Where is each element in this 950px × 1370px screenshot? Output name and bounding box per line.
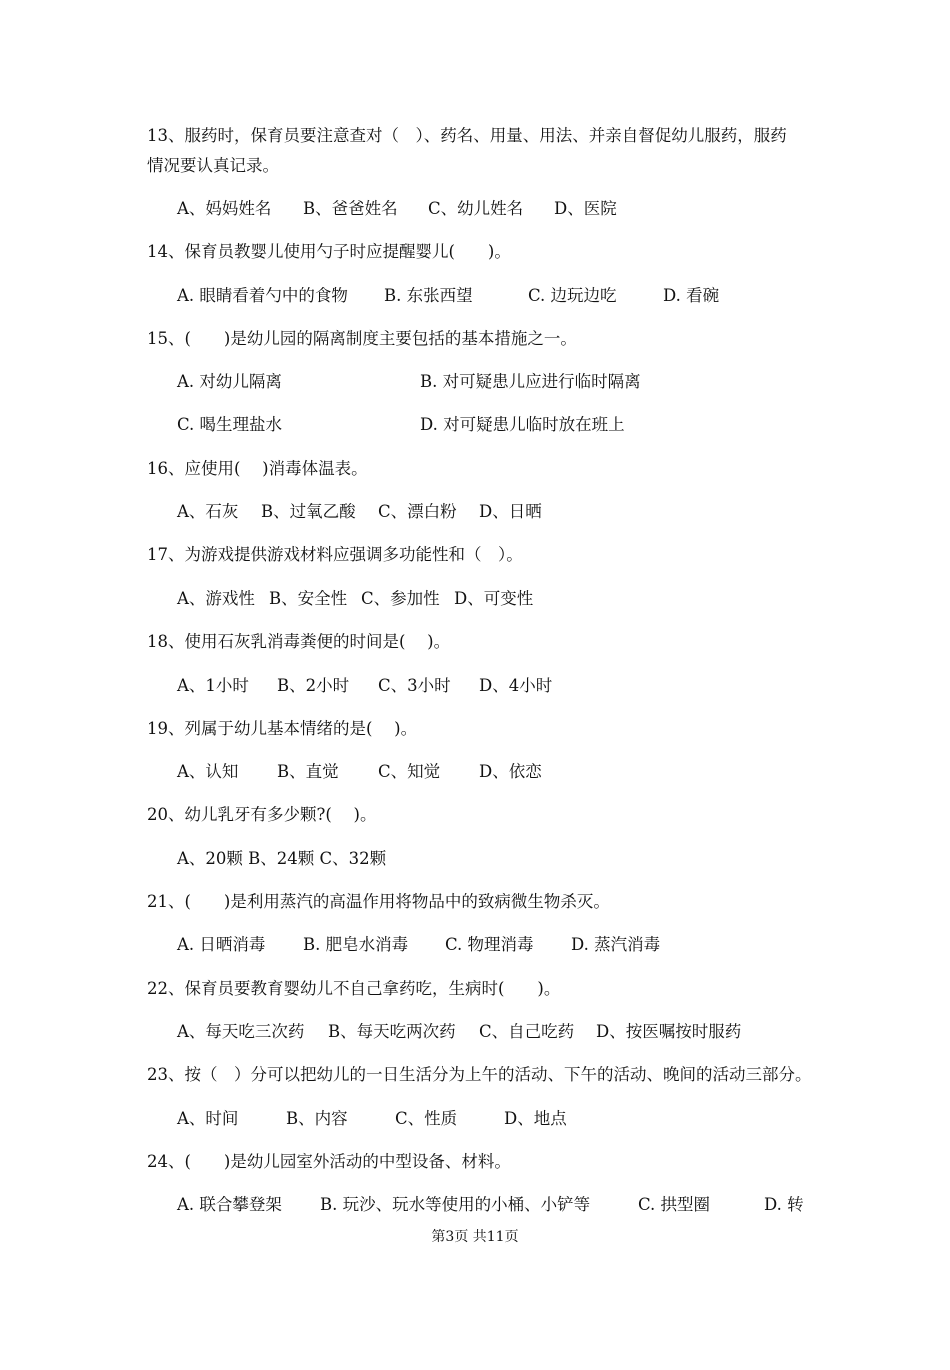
option-c: C. 喝生理盐水 — [177, 415, 283, 434]
option-b: B. 肥皂水消毒 — [303, 935, 409, 954]
option-b: B、每天吃两次药 — [328, 1022, 456, 1041]
option-a: A、石灰 — [177, 502, 239, 521]
option-c: C、性质 — [395, 1109, 458, 1128]
option-b: B、直觉 — [277, 762, 339, 781]
question-20: 20、幼儿乳牙有多少颗?( )。 — [147, 805, 377, 824]
question-14-options — [0, 281, 950, 311]
question-16: 16、应使用( )消毒体温表。 — [147, 459, 368, 478]
question-13-line-2: 情况要认真记录。 — [147, 156, 279, 175]
option-a: A. 日晒消毒 — [177, 935, 266, 954]
question-13-line-1: 13、服药时，保育员要注意查对（ ）、药名、用量、用法、并亲自督促幼儿服药，服药 — [147, 126, 787, 145]
question-21-options — [0, 930, 950, 960]
option-d: D. 蒸汽消毒 — [571, 935, 661, 954]
option-d: D. 看碗 — [663, 286, 720, 305]
question-20-options — [0, 844, 950, 874]
option-a: A. 联合攀登架 — [177, 1195, 282, 1214]
option-a: A、每天吃三次药 — [177, 1022, 305, 1041]
question-22: 22、保育员要教育婴幼儿不自己拿药吃，生病时( )。 — [147, 979, 561, 998]
option-d: D. 转 — [764, 1195, 804, 1214]
option-a: A、1小时 — [177, 676, 249, 695]
option-b: B. 玩沙、玩水等使用的小桶、小铲等 — [320, 1195, 591, 1214]
options-text: A、20颗 B、24颗 C、32颗 — [177, 849, 387, 868]
option-a: A. 眼睛看着勺中的食物 — [177, 286, 348, 305]
question-19: 19、列属于幼儿基本情绪的是( )。 — [147, 719, 418, 738]
question-17-options — [0, 584, 950, 614]
page-footer: 第3页 共11页 — [431, 1229, 519, 1245]
option-b: B、2小时 — [277, 676, 350, 695]
question-21: 21、( )是利用蒸汽的高温作用将物品中的致病微生物杀灭。 — [147, 892, 610, 911]
question-15-options-row-2 — [0, 410, 950, 440]
question-23: 23、按（ ）分可以把幼儿的一日生活分为上午的活动、下午的活动、晚间的活动三部分。 — [147, 1065, 812, 1084]
option-a: A、时间 — [177, 1109, 239, 1128]
question-22-options — [0, 1017, 950, 1047]
option-c: C、自己吃药 — [479, 1022, 575, 1041]
question-23-options — [0, 1104, 950, 1134]
option-d: D. 对可疑患儿临时放在班上 — [420, 415, 625, 434]
option-d: D、按医嘱按时服药 — [596, 1022, 742, 1041]
option-b: B、爸爸姓名 — [303, 199, 398, 218]
option-b: B、过氧乙酸 — [261, 502, 356, 521]
option-c: C. 拱型圈 — [638, 1195, 711, 1214]
question-16-options — [0, 497, 950, 527]
question-13-options — [0, 194, 950, 224]
question-19-options — [0, 757, 950, 787]
question-24: 24、( )是幼儿园室外活动的中型设备、材料。 — [147, 1152, 511, 1171]
option-c: C、漂白粉 — [378, 502, 457, 521]
option-c: C、参加性 — [361, 589, 440, 608]
option-a: A、游戏性 — [177, 589, 255, 608]
question-15: 15、( )是幼儿园的隔离制度主要包括的基本措施之一。 — [147, 329, 577, 348]
question-18-options — [0, 671, 950, 701]
question-15-options-row-1 — [0, 367, 950, 397]
option-c: C、3小时 — [378, 676, 451, 695]
option-a: A、认知 — [177, 762, 239, 781]
question-17: 17、为游戏提供游戏材料应强调多功能性和（ ）。 — [147, 545, 523, 564]
option-b: B、内容 — [286, 1109, 348, 1128]
option-b: B. 对可疑患儿应进行临时隔离 — [420, 372, 641, 391]
option-b: B、安全性 — [269, 589, 348, 608]
question-24-options — [0, 1190, 950, 1220]
option-a: A、妈妈姓名 — [177, 199, 272, 218]
option-a: A. 对幼儿隔离 — [177, 372, 282, 391]
option-d: D、可变性 — [454, 589, 534, 608]
option-d: D、4小时 — [479, 676, 553, 695]
question-14: 14、保育员教婴儿使用勺子时应提醒婴儿( )。 — [147, 242, 511, 261]
option-d: D、依恋 — [479, 762, 542, 781]
option-c: C、幼儿姓名 — [428, 199, 524, 218]
option-d: D、医院 — [554, 199, 617, 218]
option-c: C、知觉 — [378, 762, 441, 781]
option-d: D、地点 — [504, 1109, 567, 1128]
question-18: 18、使用石灰乳消毒粪便的时间是( )。 — [147, 632, 451, 651]
option-c: C. 物理消毒 — [445, 935, 534, 954]
option-c: C. 边玩边吃 — [528, 286, 617, 305]
option-d: D、日晒 — [479, 502, 542, 521]
option-b: B. 东张西望 — [384, 286, 473, 305]
